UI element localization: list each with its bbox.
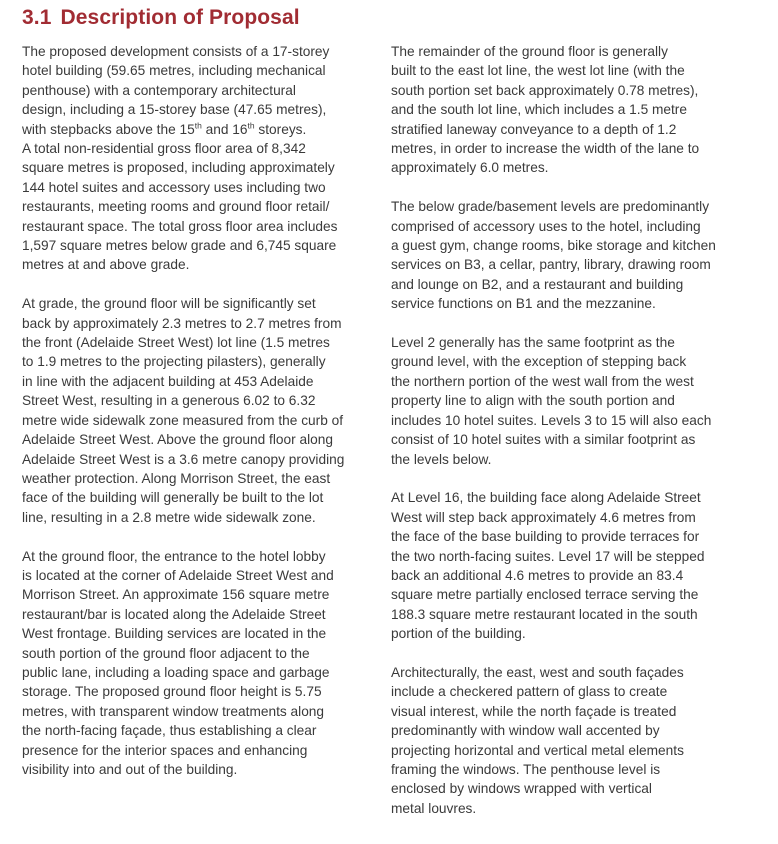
paragraph-gross-floor-area: A total non-residential gross floor area of 8,342 square metres is proposed, including approximately 144 hotel suites and accessory uses including two restaurants, meeting rooms and ground floor retail/ restaurant space. The total gross floor area includes 1,597 square metres below grade and 6,745 square metres at and above grade. — [22, 141, 338, 273]
paragraph-development-overview — [22, 42, 374, 139]
paragraph-architecture: Architecturally, the east, west and south façades include a checkered pattern of glass to create visual interest, while the north façade is treated predominantly with window wall accented by projecting horizontal and vertical metal elements framing the windows. The penthouse level is enclosed by windows wrapped with vertical metal louvres. — [391, 664, 684, 816]
paragraph-below-grade-levels: The below grade/basement levels are predominantly comprised of accessory uses to the hotel, including a guest gym, change rooms, bike storage and kitchen services on B3, a cellar, pantry, library, drawing room and lounge on B2, and a restaurant and building service functions on B1 and the mezzanine. — [391, 199, 716, 312]
section-title: Description of Proposal — [60, 6, 300, 29]
paragraph-text: The proposed development consists of a 17-storey hotel building (59.65 metres, including mechanical penthouse) with a contemporary architectural design, including a 15-storey base (47.65 metres), with stepbacks above the 15 — [22, 44, 330, 137]
superscript-ordinal: th — [247, 120, 255, 131]
paragraph-level-16-17: At Level 16, the building face along Adelaide Street West will step back approximately 4.6 metres from the face of the base building to provide terraces for the two north-facing suites. Level 17 will be stepped back an additional 4.6 metres to provide an 83.4 square metre partially enclosed terrace serving the 188.3 square metre restaurant located in the south portion of the building. — [391, 490, 705, 642]
paragraph-ground-floor-remainder: The remainder of the ground floor is generally built to the east lot line, the west lot line (with the south portion set back approximately 0.78 metres), and the south lot line, which includes a 1.5 metre stratified laneway conveyance to a depth of 1.2 metres, in order to increase the width of the lane to approximately 6.0 metres. — [391, 44, 700, 176]
paragraph-at-grade: At grade, the ground floor will be significantly set back by approximately 2.3 metres to 2.7 metres from the front (Adelaide Street West) lot line (1.5 metres to 1.9 metres to the projecting pilasters), generally in line with the adjacent building at 453 Adelaide Street West, resulting in a generous 6.02 to 6.32 metre wide sidewalk zone measured from the curb of Adelaide Street West. Above the ground floor along Adelaide Street West is a 3.6 metre canopy providing weather protection. Along Morrison Street, the east face of the building will generally be built to the lot line, resulting in a 2.8 metre wide sidewalk zone. — [22, 296, 345, 525]
paragraph-level-2: Level 2 generally has the same footprint as the ground level, with the exception of stepping back the northern portion of the west wall from the west property line to align with the south portion and includes 10 hotel suites. Levels 3 to 15 will also each consist of 10 hotel suites with a similar footprint as the levels below. — [391, 335, 712, 467]
left-column — [22, 42, 374, 799]
section-heading — [22, 6, 300, 30]
section-number: 3.1 — [22, 6, 52, 29]
paragraph-text: storeys. — [254, 121, 307, 137]
superscript-ordinal: th — [194, 120, 202, 131]
right-column — [391, 42, 753, 838]
paragraph-text: and 16 — [201, 121, 248, 137]
paragraph-ground-floor-entrance: At the ground floor, the entrance to the hotel lobby is located at the corner of Adelaide Street West and Morrison Street. An approximate 156 square metre restaurant/bar is located along the Adelaide Street West frontage. Building services are located in the south portion of the ground floor adjacent to the public lane, including a loading space and garbage storage. The proposed ground floor height is 5.75 metres, with transparent window treatments along the north-facing façade, thus establishing a clear presence for the interior spaces and enhancing visibility into and out of the building. — [22, 548, 334, 777]
